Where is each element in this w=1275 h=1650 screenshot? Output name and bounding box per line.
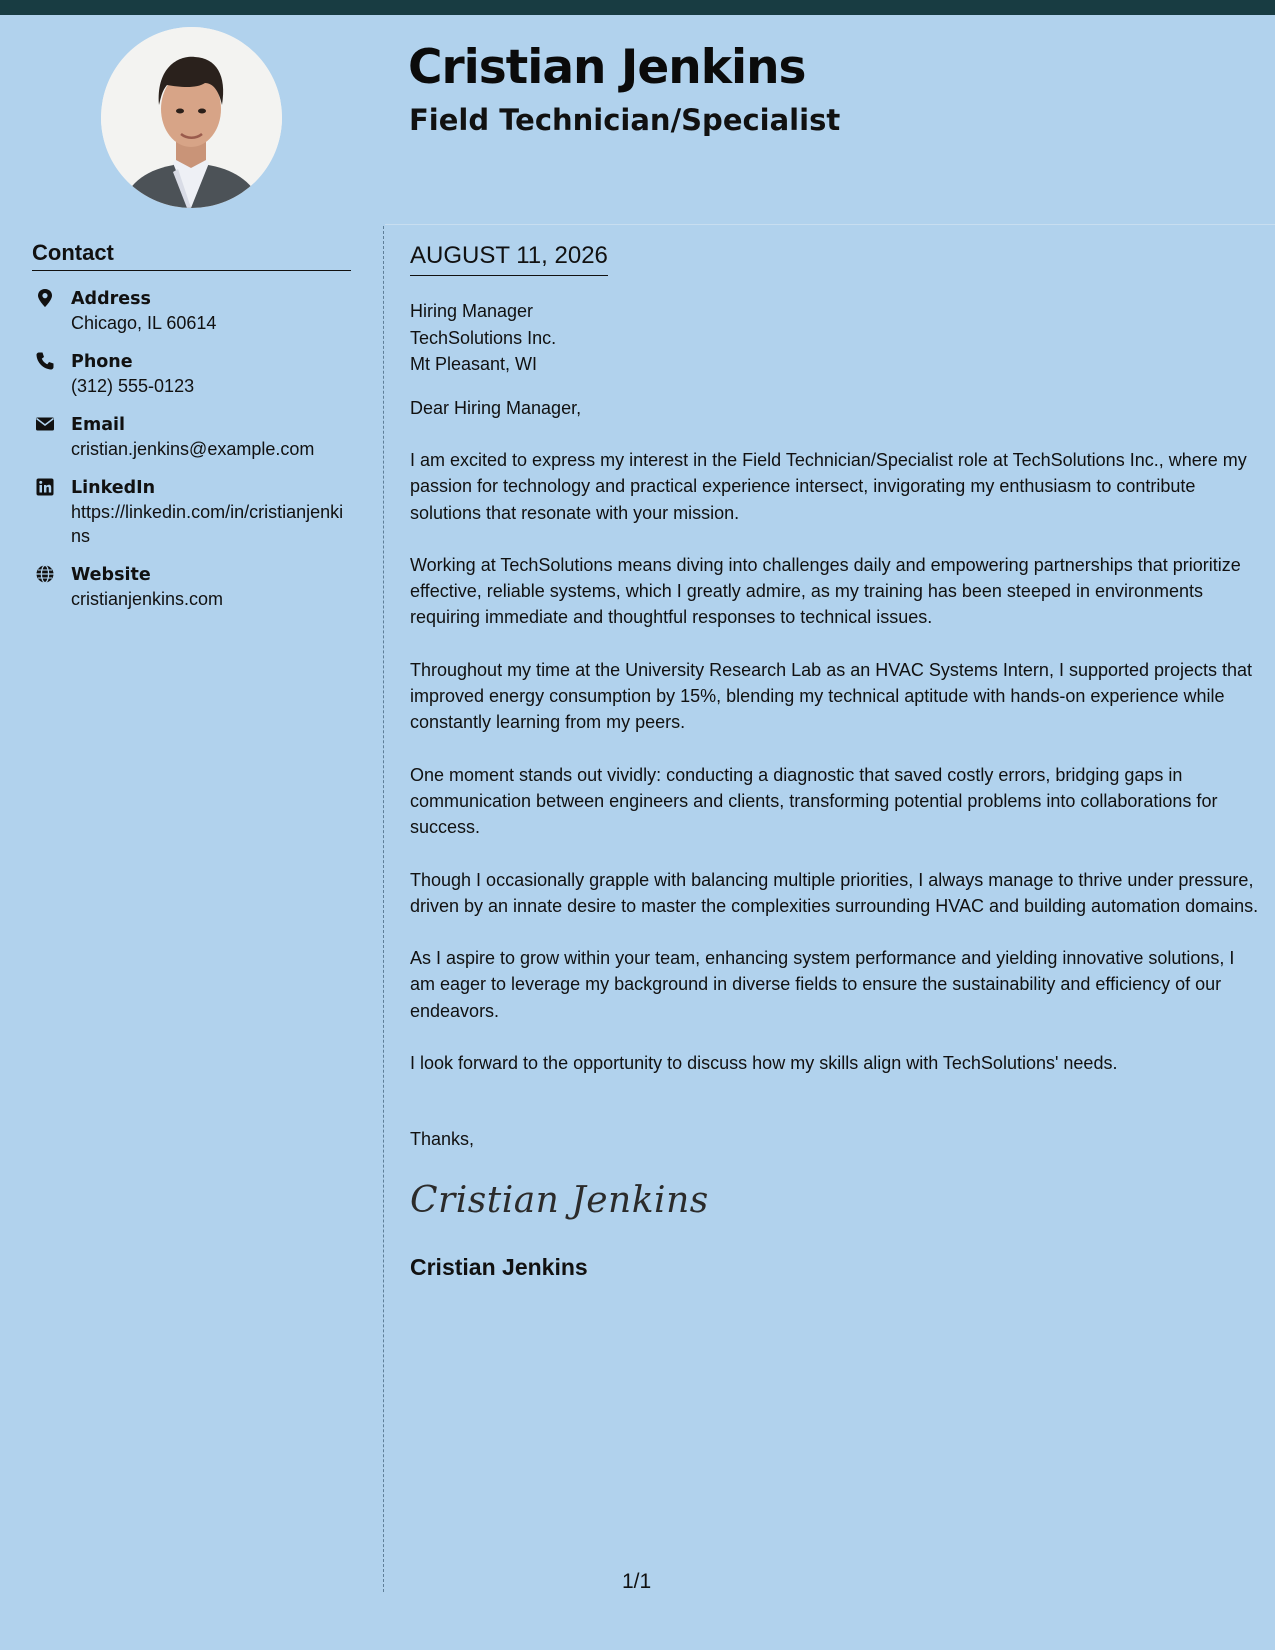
contact-heading: Contact: [32, 240, 351, 271]
linkedin-label: LinkedIn: [71, 478, 156, 498]
email-value[interactable]: cristian.jenkins@example.com: [71, 439, 315, 459]
column-divider: [383, 226, 384, 1592]
contact-phone: [32, 350, 351, 398]
recipient-block: [410, 298, 1260, 378]
contact-sidebar: [32, 240, 351, 611]
email-label: Email: [71, 415, 125, 435]
signer-name: Cristian Jenkins: [410, 1254, 588, 1281]
candidate-name: Cristian Jenkins: [408, 40, 806, 95]
address-label: Address: [71, 289, 151, 309]
letter-date: AUGUST 11, 2026: [410, 242, 608, 276]
header-divider: [385, 224, 1275, 225]
page-number: 1/1: [622, 1570, 652, 1593]
letter-paragraph: One moment stands out vividly: conducting a diagnostic that saved costly errors, bridging gaps in communication between engineers and clients, transforming potential problems into collaborations for success.: [410, 764, 1218, 838]
salutation: Dear Hiring Manager,: [410, 397, 582, 418]
linkedin-icon: [35, 477, 55, 497]
address-value: Chicago, IL 60614: [71, 313, 217, 333]
contact-linkedin: [32, 476, 351, 548]
envelope-icon: [35, 414, 55, 434]
letter-paragraph: I look forward to the opportunity to discuss how my skills align with TechSolutions' needs.: [410, 1053, 1118, 1074]
website-label: Website: [71, 565, 151, 585]
phone-icon: [35, 351, 55, 371]
handwritten-signature: Cristian Jenkins: [410, 1180, 709, 1222]
letter-paragraph: As I aspire to grow within your team, enhancing system performance and yielding innovative solutions, I am eager to leverage my background in diverse fields to ensure the sustainability and efficiency of our endeavors.: [410, 948, 1235, 1021]
contact-address: [32, 287, 351, 335]
website-value[interactable]: cristianjenkins.com: [71, 589, 224, 609]
letter-paragraph: I am excited to express my interest in the Field Technician/Specialist role at TechSolutions Inc., where my passion for technology and practical experience intersect, invigorating my enthusiasm to contribute solutions that resonate with your mission.: [410, 450, 1247, 523]
phone-value: (312) 555-0123: [71, 376, 195, 396]
letter-paragraph: Throughout my time at the University Research Lab as an HVAC Systems Intern, I supported projects that improved energy consumption by 15%, blending my technical aptitude with hands-on experience while constantly learning from my peers.: [410, 659, 1253, 733]
globe-icon: [35, 564, 55, 584]
job-title: Field Technician/Specialist: [409, 103, 841, 137]
closing: Thanks,: [410, 1129, 475, 1150]
profile-photo: [101, 27, 282, 208]
recipient-location: Mt Pleasant, WI: [410, 354, 538, 374]
top-bar: [0, 0, 1275, 15]
linkedin-value[interactable]: https://linkedin.com/in/cristianjenkins: [71, 502, 344, 546]
letter-body: [410, 242, 1260, 1281]
letter-paragraph: Working at TechSolutions means diving into challenges daily and empowering partnerships that prioritize effective, reliable systems, which I greatly admire, as my training has been steeped in environments requiring immediate and thoughtful responses to technical issues.: [410, 554, 1241, 628]
recipient-company: TechSolutions Inc.: [410, 327, 557, 348]
recipient-title: Hiring Manager: [410, 301, 534, 321]
contact-email: [32, 413, 351, 461]
contact-website: [32, 563, 351, 611]
phone-label: Phone: [71, 352, 133, 372]
letter-paragraph: Though I occasionally grapple with balancing multiple priorities, I always manage to thrive under pressure, driven by an innate desire to master the complexities surrounding HVAC and building automation domains.: [410, 869, 1259, 916]
map-pin-icon: [35, 288, 55, 308]
